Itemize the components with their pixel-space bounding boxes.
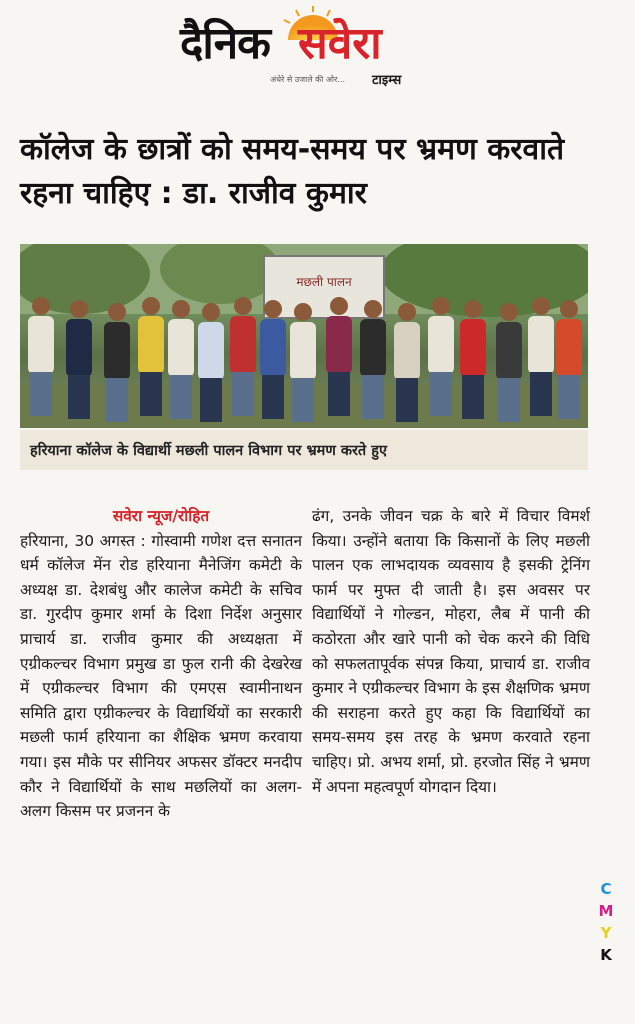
group-photo-illustration	[20, 244, 588, 428]
person-legs	[462, 375, 484, 419]
photo-caption: हरियाना कॉलेज के विद्यार्थी मछली पालन विभाग पर भ्रमण करते हुए	[20, 430, 588, 470]
masthead-name: दैनिक	[180, 18, 270, 69]
masthead-name-accent: सवेरा	[298, 18, 382, 69]
article-headline: कॉलेज के छात्रों को समय-समय पर भ्रमण करवाते रहना चाहिए : डा. राजीव कुमार	[20, 132, 565, 211]
person-legs	[68, 375, 90, 419]
person-head	[294, 303, 312, 321]
masthead	[0, 0, 635, 110]
person-figure	[290, 322, 316, 380]
person-head	[70, 300, 88, 318]
person-figure	[138, 316, 164, 374]
person-figure	[496, 322, 522, 380]
person-figure	[28, 316, 54, 374]
person-figure	[168, 319, 194, 377]
person-head	[330, 297, 348, 315]
person-head	[108, 303, 126, 321]
person-figure	[326, 316, 352, 374]
article-text-right: ढंग, उनके जीवन चक्र के बारे में विचार विमर्श किया। उन्होंने बताया कि किसानों के लिए मछली पालन एक लाभदायक व्यवसाय है इसकी ट्रेनिंग फार्म पर मुफ्त दी जाती है। इस अवसर पर विद्यार्थियों ने गोल्डन, मोहरा, लैब में पानी की कठोरता और खारे पानी को चेक करने की विधि को सफलतापूर्वक संपन्न किया, प्राचार्य डा. राजीव कुमार ने एग्रीकल्चर विभाग के इस शैक्षणिक भ्रमण की सराहना करते हुए कहा कि विद्यार्थियों का समय-समय इस तरह के भ्रमण करवाते रहना चाहिए। प्रो. अभय शर्मा, प्रो. हरजोत सिंह ने भ्रमण में अपना महत्वपूर्ण योगदान दिया।	[312, 507, 590, 796]
person-legs	[498, 378, 520, 422]
cmyk-print-marks	[596, 878, 616, 966]
person-legs	[530, 372, 552, 416]
person-legs	[430, 372, 452, 416]
person-head	[432, 297, 450, 315]
person-figure	[360, 319, 386, 377]
person-figure	[260, 319, 286, 377]
person-legs	[292, 378, 314, 422]
person-legs	[140, 372, 162, 416]
person-head	[142, 297, 160, 315]
cmyk-m-mark: M	[598, 902, 614, 920]
article-column-right	[312, 504, 590, 799]
person-head	[264, 300, 282, 318]
person-head	[532, 297, 550, 315]
person-figure	[394, 322, 420, 380]
person-head	[234, 297, 252, 315]
article-text-left: हरियाना, 30 अगस्त : गोस्वामी गणेश दत्त सनातन धर्म कॉलेज मेंन रोड हरियाना मैनेजिंग कमेटी के अध्यक्ष डा. देशबंधु और कालेज कमेटी के सचिव डा. गुरदीप कुमार शर्मा के दिशा निर्देश अनुसार प्राचार्य डा. राजीव कुमार की अध्यक्षता में एग्रीकल्चर विभाग प्रमुख डा फुल रानी की देखरेख में एग्रीकल्चर विभाग की एमएस स्वामीनाथन समिति द्वारा एग्रीकल्चर के विद्यार्थियों का सरकारी मछली फार्म हरियाना का शैक्षिक भ्रमण करवाया गया। इस मौके पर सीनियर अफसर डॉक्टर मनदीप कौर ने विद्यार्थियों के साथ मछलियों का अलग-अलग किसम पर प्रजनन के	[20, 531, 302, 821]
person-figure	[428, 316, 454, 374]
masthead-tagline: अंधेरे से उजाले की ओर...	[270, 75, 346, 84]
person-figure	[104, 322, 130, 380]
article-byline: सवेरा न्यूज/रोहित	[112, 507, 210, 525]
person-legs	[262, 375, 284, 419]
person-legs	[170, 375, 192, 419]
person-head	[32, 297, 50, 315]
person-head	[500, 303, 518, 321]
person-legs	[106, 378, 128, 422]
person-head	[364, 300, 382, 318]
person-head	[560, 300, 578, 318]
person-legs	[30, 372, 52, 416]
photo-sign-text: मछली पालन	[296, 275, 352, 289]
person-head	[398, 303, 416, 321]
person-figure	[66, 319, 92, 377]
person-figure	[528, 316, 554, 374]
person-legs	[232, 372, 254, 416]
person-legs	[558, 375, 580, 419]
person-figure	[230, 316, 256, 374]
person-legs	[362, 375, 384, 419]
person-figure	[198, 322, 224, 380]
cmyk-k-mark: K	[600, 946, 612, 964]
cmyk-y-mark: Y	[600, 924, 612, 942]
group-photo	[20, 244, 588, 428]
person-head	[172, 300, 190, 318]
person-legs	[200, 378, 222, 422]
cmyk-c-mark: C	[600, 880, 612, 898]
masthead-suffix: टाइम्स	[372, 73, 402, 88]
person-figure	[460, 319, 486, 377]
article-column-left	[20, 504, 302, 824]
person-head	[464, 300, 482, 318]
person-figure	[556, 319, 582, 377]
person-head	[202, 303, 220, 321]
person-legs	[328, 372, 350, 416]
person-legs	[396, 378, 418, 422]
